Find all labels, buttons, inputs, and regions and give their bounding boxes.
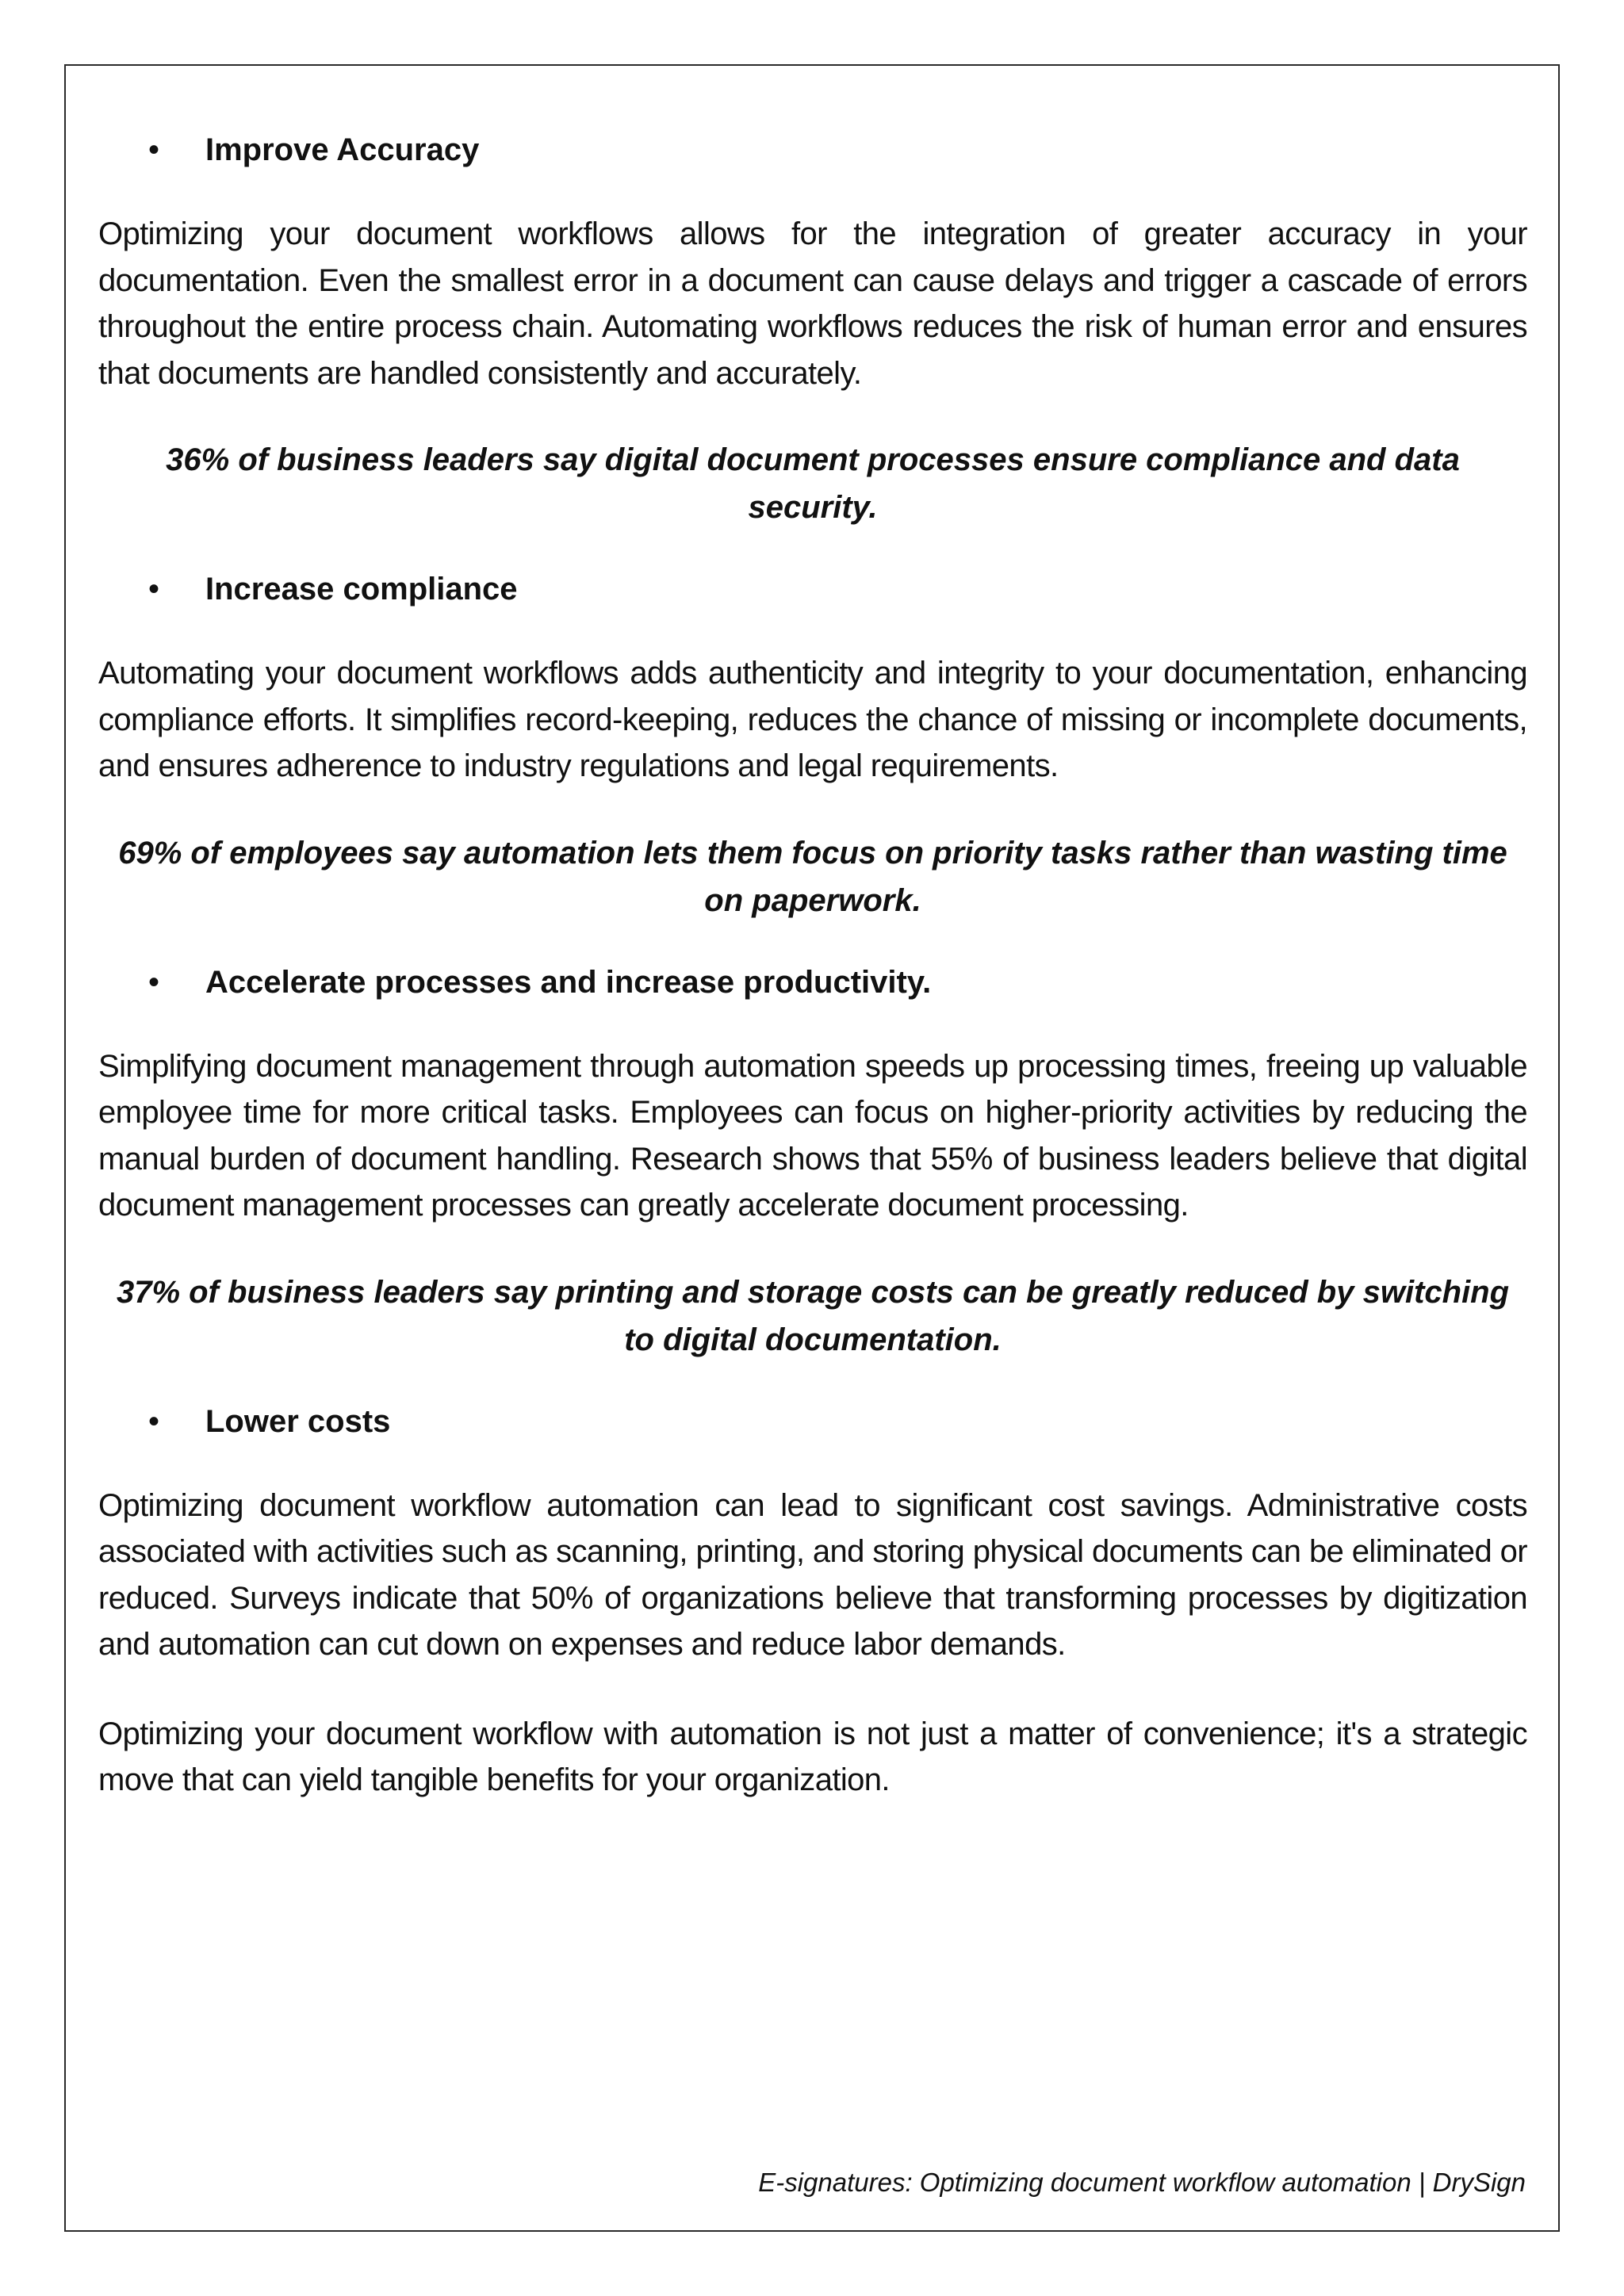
heading-text: Improve Accuracy xyxy=(205,132,480,167)
page-footer: E-signatures: Optimizing document workflow automation | DrySign xyxy=(758,2168,1526,2197)
bullet-icon: • xyxy=(148,572,160,607)
heading-text: Accelerate processes and increase productivity. xyxy=(205,964,932,1000)
heading-text: Increase compliance xyxy=(205,572,518,607)
stat-callout-employee-focus: 69% of employees say automation lets them focus on priority tasks rather than wasting time on paperwork. xyxy=(118,835,1507,918)
bullet-icon: • xyxy=(148,1403,160,1439)
bullet-icon: • xyxy=(148,132,160,167)
paragraph-accelerate-processes: Simplifying document management through automation speeds up processing times, freeing up valuable employee time for more critical tasks. Employees can focus on higher-priority activities by reducing the manual burden of document handling. Research shows that 55% of business leaders believe that digital document management processes can greatly accelerate document processing. xyxy=(98,1048,1527,1223)
closing-paragraph: Optimizing your document workflow with automation is not just a matter of convenience; it's a strategic move that can yield tangible benefits for your organization. xyxy=(98,1716,1527,1797)
section-heading-improve-accuracy xyxy=(98,130,1527,170)
stat-callout-printing-costs: 37% of business leaders say printing and storage costs can be greatly reduced by switching to digital documentation. xyxy=(116,1274,1510,1357)
document-body xyxy=(98,130,1527,1804)
bullet-icon: • xyxy=(148,964,160,1000)
section-heading-lower-costs xyxy=(98,1402,1527,1441)
section-heading-increase-compliance xyxy=(98,569,1527,609)
paragraph-lower-costs: Optimizing document workflow automation can lead to significant cost savings. Administrative costs associated with activities such as scanning, printing, and storing physical documents can be eliminated or reduced. Surveys indicate that 50% of organizations believe that transforming processes by digitization and automation can cut down on expenses and reduce labor demands. xyxy=(98,1487,1527,1662)
section-heading-accelerate-processes xyxy=(98,962,1527,1002)
heading-text: Lower costs xyxy=(205,1403,391,1439)
paragraph-improve-accuracy: Optimizing your document workflows allows for the integration of greater accuracy in your documentation. Even the smallest error in a document can cause delays and trigger a cascade of errors throughout the entire process chain. Automating workflows reduces the risk of human error and ensures that documents are handled consistently and accurately. xyxy=(98,216,1527,391)
paragraph-increase-compliance: Automating your document workflows adds authenticity and integrity to your documentation, enhancing compliance efforts. It simplifies record-keeping, reduces the chance of missing or incomplete documents, and ensures adherence to industry regulations and legal requirements. xyxy=(98,656,1527,783)
stat-callout-compliance-security: 36% of business leaders say digital document processes ensure compliance and data security. xyxy=(166,442,1460,525)
